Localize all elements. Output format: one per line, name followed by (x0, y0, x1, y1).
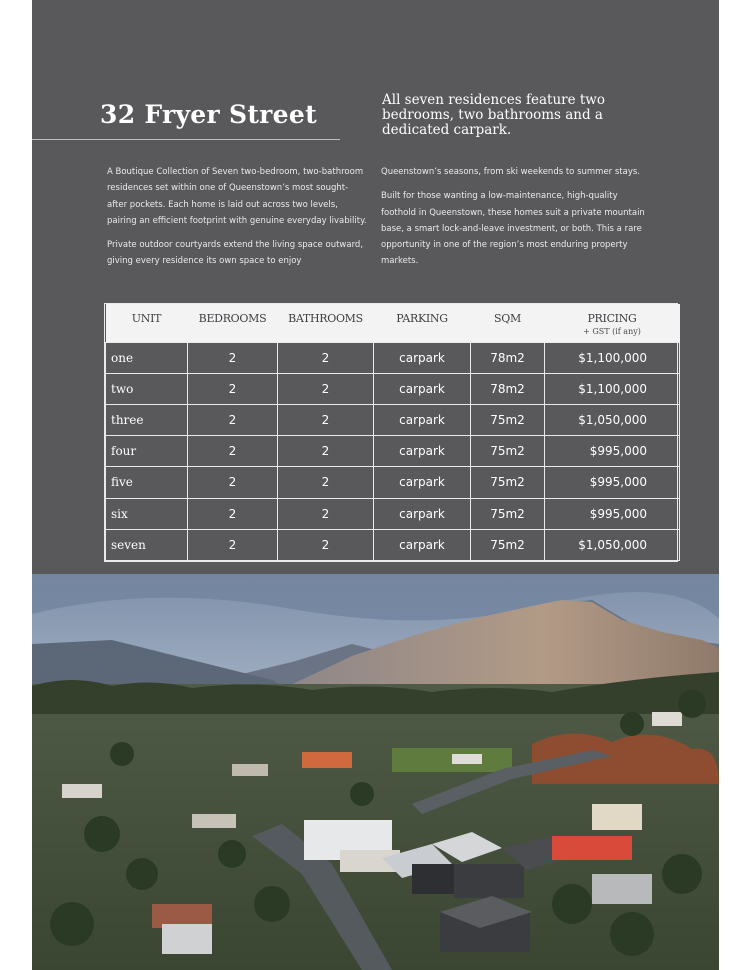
cell-bedrooms: 2 (188, 529, 278, 560)
cell-sqm: 78m2 (471, 373, 545, 404)
cell-bedrooms: 2 (188, 342, 278, 373)
col-header-unit: UNIT (131, 312, 162, 325)
cell-bedrooms: 2 (188, 467, 278, 498)
col-header-sqm: SQM (494, 312, 521, 325)
cell-unit: four (106, 436, 188, 467)
tagline: All seven residences feature two bedrooms, two bathrooms and a dedicated carpark. (382, 92, 605, 138)
col-header-parking: PARKING (396, 312, 448, 325)
table-row (106, 436, 680, 467)
cell-parking: carpark (374, 373, 471, 404)
cell-bathrooms: 2 (278, 498, 374, 529)
col-header-bathrooms: BATHROOMS (288, 312, 363, 325)
cell-bedrooms: 2 (188, 436, 278, 467)
cell-price: $1,050,000 (545, 404, 680, 435)
cell-sqm: 75m2 (471, 467, 545, 498)
intro-paragraph: Queenstown’s seasons, from ski weekends to summer stays. (381, 167, 641, 177)
cell-unit: three (106, 404, 188, 435)
cell-sqm: 75m2 (471, 404, 545, 435)
cell-bedrooms: 2 (188, 404, 278, 435)
cell-price: $995,000 (545, 498, 680, 529)
col-header-bedrooms: BEDROOMS (198, 312, 267, 325)
cell-price: $1,100,000 (545, 342, 680, 373)
intro-paragraph: Private outdoor courtyards extend the living space outward, giving every residence its own space to enjoy (107, 240, 364, 267)
cell-price: $1,100,000 (545, 373, 680, 404)
cell-unit: six (106, 498, 188, 529)
cell-bathrooms: 2 (278, 342, 374, 373)
cell-parking: carpark (374, 342, 471, 373)
cell-parking: carpark (374, 529, 471, 560)
col-header-pricing (545, 304, 680, 342)
cell-bathrooms: 2 (278, 529, 374, 560)
cell-price: $1,050,000 (545, 529, 680, 560)
table-row (106, 404, 680, 435)
cell-bedrooms: 2 (188, 373, 278, 404)
intro-paragraph: A Boutique Collection of Seven two-bedroom, two-bathroom residences set within one of Queenstown’s most sought-after pockets. Each home is laid out across two levels, pairing an efficient footprint with genuine everyday livability. (107, 167, 367, 226)
cell-price: $995,000 (545, 467, 680, 498)
cell-bathrooms: 2 (278, 436, 374, 467)
aerial-photo (32, 574, 719, 970)
table-row (106, 342, 680, 373)
pricing-gst-note: + GST (if any) (583, 327, 641, 336)
pricing-header-label: PRICING (587, 312, 637, 325)
cell-unit: one (106, 342, 188, 373)
cell-unit: five (106, 467, 188, 498)
title-divider (32, 139, 340, 140)
cell-parking: carpark (374, 436, 471, 467)
table-row (106, 373, 680, 404)
intro-right-column (381, 164, 645, 278)
pricing-table (104, 303, 678, 562)
table-header-row (106, 304, 680, 342)
cell-sqm: 75m2 (471, 498, 545, 529)
cell-parking: carpark (374, 404, 471, 435)
cell-unit: two (106, 373, 188, 404)
table-row (106, 529, 680, 560)
cell-bedrooms: 2 (188, 498, 278, 529)
cell-bathrooms: 2 (278, 373, 374, 404)
page-title: 32 Fryer Street (100, 100, 317, 129)
cell-sqm: 78m2 (471, 342, 545, 373)
aerial-scene (32, 574, 719, 970)
cell-parking: carpark (374, 467, 471, 498)
table-row (106, 498, 680, 529)
cell-bathrooms: 2 (278, 404, 374, 435)
cell-parking: carpark (374, 498, 471, 529)
cell-sqm: 75m2 (471, 529, 545, 560)
cell-sqm: 75m2 (471, 436, 545, 467)
table-row (106, 467, 680, 498)
intro-paragraph: Built for those wanting a low-maintenance, high-quality foothold in Queenstown, these homes suit a private mountain base, a smart lock-and-leave investment, or both. This a rare opportunity in one of the region’s most enduring property markets. (381, 191, 645, 267)
intro-left-column (107, 164, 367, 278)
cell-bathrooms: 2 (278, 467, 374, 498)
cell-unit: seven (106, 529, 188, 560)
cell-price: $995,000 (545, 436, 680, 467)
